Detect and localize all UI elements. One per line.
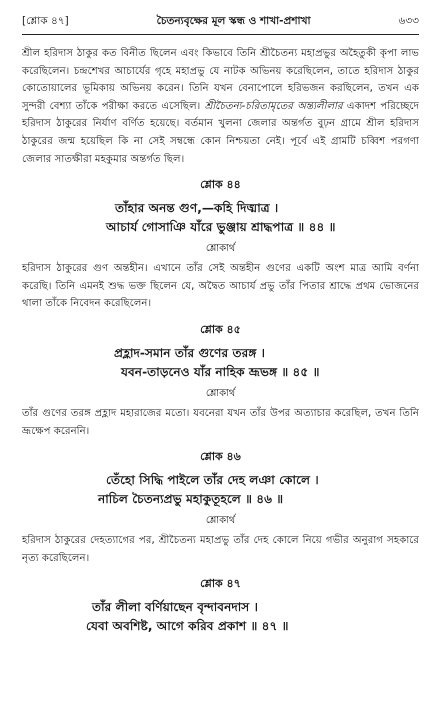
- page-number: ৬৩৩: [398, 15, 419, 27]
- verse-44-text: [22, 199, 419, 237]
- header-verse-range: [শ্লোক ৪৭]: [22, 15, 69, 27]
- verse-45-line-1: প্রহ্লাদ-সমান তাঁর গুণের তরঙ্গ ।: [114, 345, 266, 360]
- verse-46-line-1: তেঁহো সিদ্ধি পাইলে তাঁর দেহ লঞা কোলে ।: [106, 473, 319, 488]
- page-header: [22, 14, 419, 34]
- verse-44-meaning-heading: শ্লোকার্থ: [205, 243, 236, 255]
- verse-47-text: [22, 598, 419, 636]
- intro-book-reference: শ্রীচৈতন্য-চরিতামৃতের অন্ত্যলীলার: [204, 100, 343, 112]
- intro-text-part-2: একাদশ পরিচ্ছেদে হরিদাস ঠাকুরের নির্যাণ বর্ণিত হয়েছে। বর্তমান খুলনা জেলার অন্তর্গত বুঢ়ন গ্রামে শ্রীল হরিদাস ঠাকুরের জন্ম হয়েছিল কি না সেই সম্বন্ধে কোন নিশ্চয়তা নেই। পূর্বে এই গ্রামটি চব্বিশ পরগণা জেলার সাতক্ষীরা মহকুমার অন্তর্গত ছিল।: [22, 100, 419, 165]
- intro-paragraph: [22, 45, 419, 168]
- verse-46-meaning: হরিদাস ঠাকুরের দেহত্যাগের পর, শ্রীচৈতন্য মহাপ্রভু তাঁর দেহ কোলে নিয়ে গভীর অনুরাগ সহকারে নৃত্য করেছিলেন।: [22, 535, 419, 564]
- verse-47-line-1: তাঁর লীলা বর্ণিয়াছেন বৃন্দাবনদাস ।: [92, 600, 258, 615]
- verse-44-line-2: আচার্য গোসাঞি যাঁরে ভুঞ্জায় শ্রাদ্ধপাত্র ॥ ৪৪ ॥: [106, 220, 336, 235]
- verse-44-heading: শ্লোক ৪৪: [200, 178, 241, 192]
- verse-46-meaning-heading: শ্লোকার্থ: [205, 515, 236, 527]
- verse-45-heading: শ্লোক ৪৫: [200, 322, 241, 336]
- verse-45-meaning: তাঁর গুণের তরঙ্গ প্রহ্লাদ মহারাজের মতো। যবনেরা যখন তাঁর উপর অত্যাচার করেছিল, তখন তিনি ভ্রূক্ষেপ করেননি।: [22, 407, 419, 437]
- verse-47-line-2: যেবা অবশিষ্ট, আগে করিব প্রকাশ ॥ ৪৭ ॥: [86, 619, 289, 634]
- verse-46-heading: শ্লোক ৪৬: [200, 450, 241, 464]
- verse-46-line-2: নাচিল চৈতন্যপ্রভু মহাকুতূহলে ॥ ৪৬ ॥: [98, 492, 284, 507]
- chapter-title: চৈতন্যবৃক্ষের মূল স্কন্ধ ও শাখা-প্রশাখা: [156, 15, 311, 27]
- verse-47-heading: শ্লোক ৪৭: [200, 577, 241, 591]
- verse-45-text: [22, 344, 419, 382]
- verse-44-meaning: হরিদাস ঠাকুরের গুণ অন্তহীন। এখানে তাঁর সেই অন্তহীন গুণের একটি অংশ মাত্র আমি বর্ণনা করেছি। তিনি এমনই শুদ্ধ ভক্ত ছিলেন যে, অদ্বৈত আচার্য প্রভু তাঁর পিতার শ্রাদ্ধে প্রথম ভোজনের থালা তাঁকে নিবেদন করেছিলেন।: [22, 263, 419, 310]
- verse-44-line-1: তাঁহার অনন্ত গুণ,—কহি দিঙ্মাত্র ।: [115, 201, 279, 216]
- verse-45-line-2: যবন-তাড়নেও যাঁর নাহিক ভ্রূভঙ্গ ॥ ৪৫ ॥: [121, 364, 320, 379]
- intro-text-part-1: শ্রীল হরিদাস ঠাকুর কত বিনীত ছিলেন এবং কিভাবে তিনি শ্রীচৈতন্য মহাপ্রভুর অহৈতুকী কৃপা লাভ করেছিলেন। চন্দ্রশেখর আচার্যের গৃহে মহাপ্রভু যে নাটক অভিনয় করেছিলেন, তাতে হরিদাস ঠাকুর কোতোয়ালের ভূমিকায় অভিনয় করেন। তিনি যখন বেনাপোলে হরিভজন করছিলেন, তখন এক সুন্দরী বেশ্যা তাঁকে পরীক্ষা করতে এসেছিল।: [22, 48, 419, 112]
- verse-46-text: [22, 471, 419, 509]
- verse-45-meaning-heading: শ্লোকার্থ: [205, 387, 236, 399]
- header-rule: [22, 34, 419, 35]
